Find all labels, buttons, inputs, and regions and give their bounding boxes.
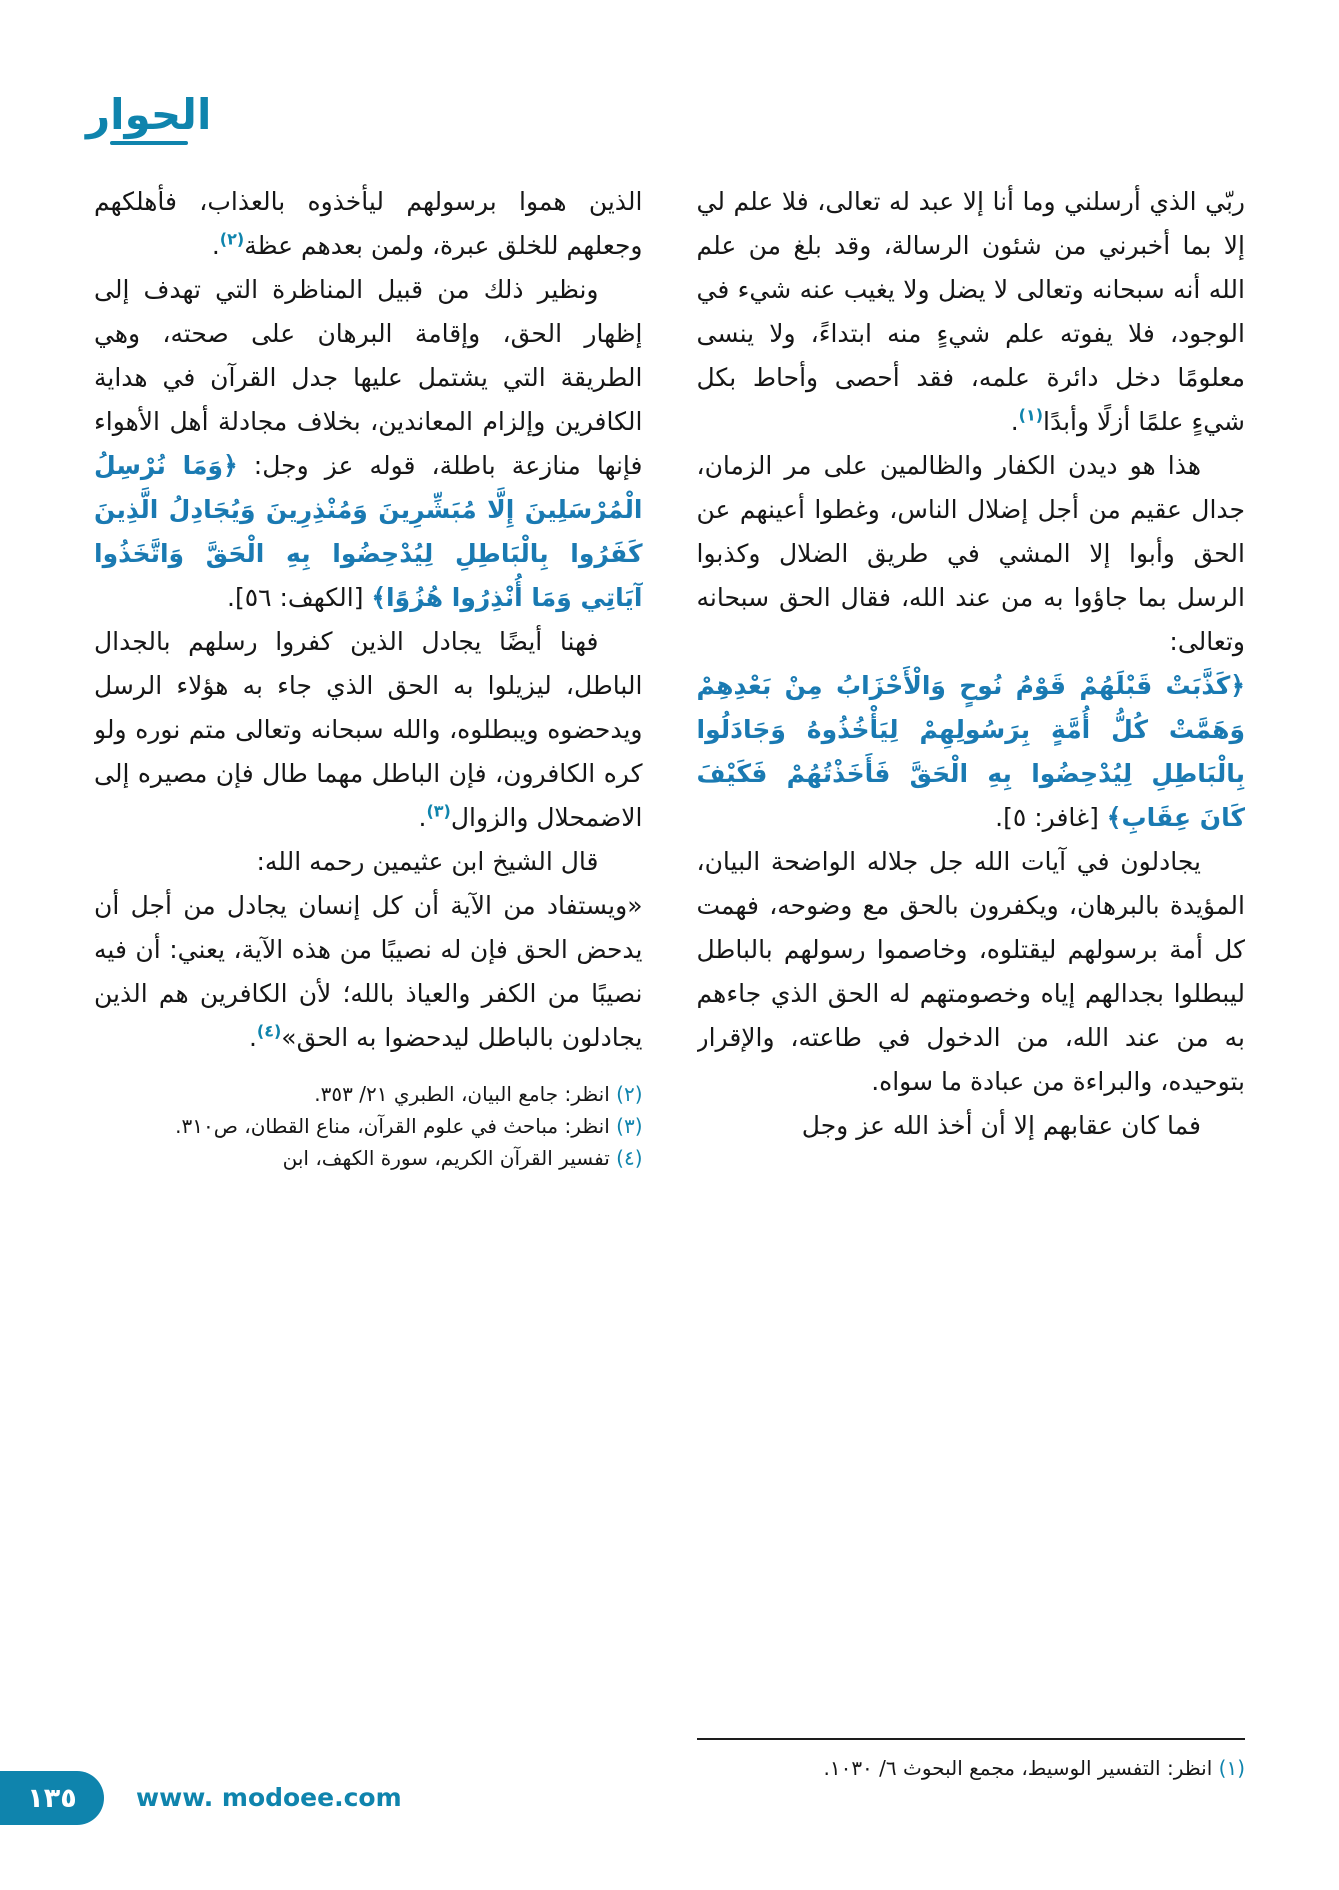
footnote xyxy=(94,1142,643,1174)
column-left xyxy=(94,180,643,1784)
paragraph xyxy=(697,444,1246,664)
header-logo-text: الحوار xyxy=(86,90,212,139)
paragraph-tail: . xyxy=(248,1023,257,1052)
paragraph-text: ربّي الذي أرسلني وما أنا إلا عبد له تعالى، فلا علم لي إلا بما أخبرني من شئون الرسالة، وقد بلغ من علم الله أنه سبحانه وتعالى لا يضل ولا يغيب عنه شيء في الوجود، فلا يفوته علم شيءٍ منه ابتداءً، ولا ينسى معلومًا دخل دائرة علمه، فقد أحصى وأحاط بكل شيءٍ علمًا أزلًا وأبدًا xyxy=(696,187,1245,436)
paragraph xyxy=(697,840,1246,1104)
page-number: ١٣٥ xyxy=(27,1782,77,1814)
footnote-marker: (٢) xyxy=(219,229,245,249)
paragraph xyxy=(697,1104,1246,1148)
footnote xyxy=(94,1110,643,1142)
footnote-separator xyxy=(697,1738,1246,1740)
paragraph xyxy=(94,884,643,1060)
paragraph-text: الذين هموا برسولهم ليأخذوه بالعذاب، فأهلكهم وجعلهم للخلق عبرة، ولمن بعدهم عظة xyxy=(94,187,643,260)
paragraph xyxy=(94,620,643,840)
paragraph-text: فما كان عقابهم إلا أن أخذ الله عز وجل xyxy=(801,1111,1201,1140)
verse-reference: [الكهف: ٥٦]. xyxy=(227,583,372,612)
paragraph-text: ونظير ذلك من قبيل المناظرة التي تهدف إلى إظهار الحق، وإقامة البرهان على صحته، وهي الطريقة التي يشتمل عليها جدل القرآن في هداية الكافرين وإلزام المعاندين، بخلاف مجادلة أهل الأهواء فإنها منازعة باطلة، قوله عز وجل: xyxy=(94,275,643,480)
paragraph-text: «ويستفاد من الآية أن كل إنسان يجادل من أجل أن يدحض الحق فإن له نصيبًا من هذه الآية، يعني: أن فيه نصيبًا من الكفر والعياذ بالله؛ لأن الكافرين هم الذين يجادلون بالباطل ليدحضوا به الحق» xyxy=(94,891,643,1052)
footnote-marker: (١) xyxy=(1018,405,1044,425)
footnote-text: انظر: مباحث في علوم القرآن، مناع القطان، ص٣١٠. xyxy=(175,1114,610,1138)
quran-text: ﴿كَذَّبَتْ قَبْلَهُمْ قَوْمُ نُوحٍ وَالْأَحْزَابُ مِنْ بَعْدِهِمْ وَهَمَّتْ كُلُّ أُمَّةٍ بِرَسُولِهِمْ لِيَأْخُذُوهُ وَجَادَلُوا بِالْبَاطِلِ لِيُدْحِضُوا بِهِ الْحَقَّ فَأَخَذْتُهُمْ فَكَيْفَ كَانَ عِقَابِ﴾ xyxy=(696,671,1245,832)
footnote-number: (٢) xyxy=(616,1082,643,1106)
footnote-marker: (٤) xyxy=(256,1021,282,1041)
footnote-marker: (٣) xyxy=(426,801,451,821)
page-number-badge xyxy=(0,1771,104,1825)
paragraph-tail: . xyxy=(1010,407,1019,436)
header-logo xyxy=(86,90,211,145)
website-url: www. modoee.com xyxy=(136,1783,402,1812)
paragraph-text: فهنا أيضًا يجادل الذين كفروا رسلهم بالجدال الباطل، ليزيلوا به الحق الذي جاء به هؤلاء الرسل ويدحضوه ويبطلوه، والله سبحانه وتعالى متم نوره ولو كره الكافرون، فإن الباطل مهما طال فإن مصيره إلى الاضمحلال والزوال xyxy=(94,627,643,832)
paragraph-text: هذا هو ديدن الكفار والظالمين على مر الزمان، جدال عقيم من أجل إضلال الناس، وغطوا أعينهم عن الحق وأبوا إلا المشي في طريق الضلال وكذبوا الرسل بما جاؤوا به من عند الله، فقال الحق سبحانه وتعالى: xyxy=(696,451,1245,656)
footnote xyxy=(697,1752,1246,1784)
quran-verse xyxy=(697,664,1246,840)
paragraph xyxy=(94,180,643,268)
paragraph xyxy=(697,180,1246,444)
footnote-number: (٤) xyxy=(616,1146,643,1170)
footnote-number: (٣) xyxy=(616,1114,643,1138)
footnotes-right xyxy=(697,1738,1246,1784)
footnote-text: انظر: التفسير الوسيط، مجمع البحوث ٦/ ١٠٣٠. xyxy=(823,1756,1213,1780)
paragraph-tail: . xyxy=(211,231,220,260)
column-right xyxy=(697,180,1246,1784)
paragraph-tail: . xyxy=(418,803,427,832)
quran-text: ﴿وَمَا نُرْسِلُ الْمُرْسَلِينَ إِلَّا مُبَشِّرِينَ وَمُنْذِرِينَ وَيُجَادِلُ الَّذِينَ كَفَرُوا بِالْبَاطِلِ لِيُدْحِضُوا بِهِ الْحَقَّ وَاتَّخَذُوا آيَاتِي وَمَا أُنْذِرُوا هُزُوًا﴾ xyxy=(94,451,643,612)
footnote-text: انظر: جامع البيان، الطبري ٢١/ ٣٥٣. xyxy=(314,1082,610,1106)
footnote xyxy=(94,1078,643,1110)
paragraph xyxy=(94,840,643,884)
paragraph-text: يجادلون في آيات الله جل جلاله الواضحة البيان، المؤيدة بالبرهان، ويكفرون بالحق مع وضوحه، فهمت كل أمة برسولهم ليقتلوه، وخاصموا رسولهم بالباطل ليبطلوا بجدالهم إياه وخصومتهم له الحق الذي جاءهم به من عند الله، من الدخول في طاعته، والإقرار بتوحيده، والبراءة من عبادة ما سواه. xyxy=(696,847,1245,1096)
paragraph xyxy=(94,268,643,620)
footnotes-left xyxy=(94,1078,643,1174)
verse-reference: [غافر: ٥]. xyxy=(995,803,1107,832)
header-logo-underline xyxy=(110,141,188,145)
footnote-text: تفسير القرآن الكريم، سورة الكهف، ابن xyxy=(282,1146,610,1170)
footnote-number: (١) xyxy=(1218,1756,1245,1780)
text-columns xyxy=(94,180,1245,1784)
paragraph-text: قال الشيخ ابن عثيمين رحمه الله: xyxy=(256,847,599,876)
